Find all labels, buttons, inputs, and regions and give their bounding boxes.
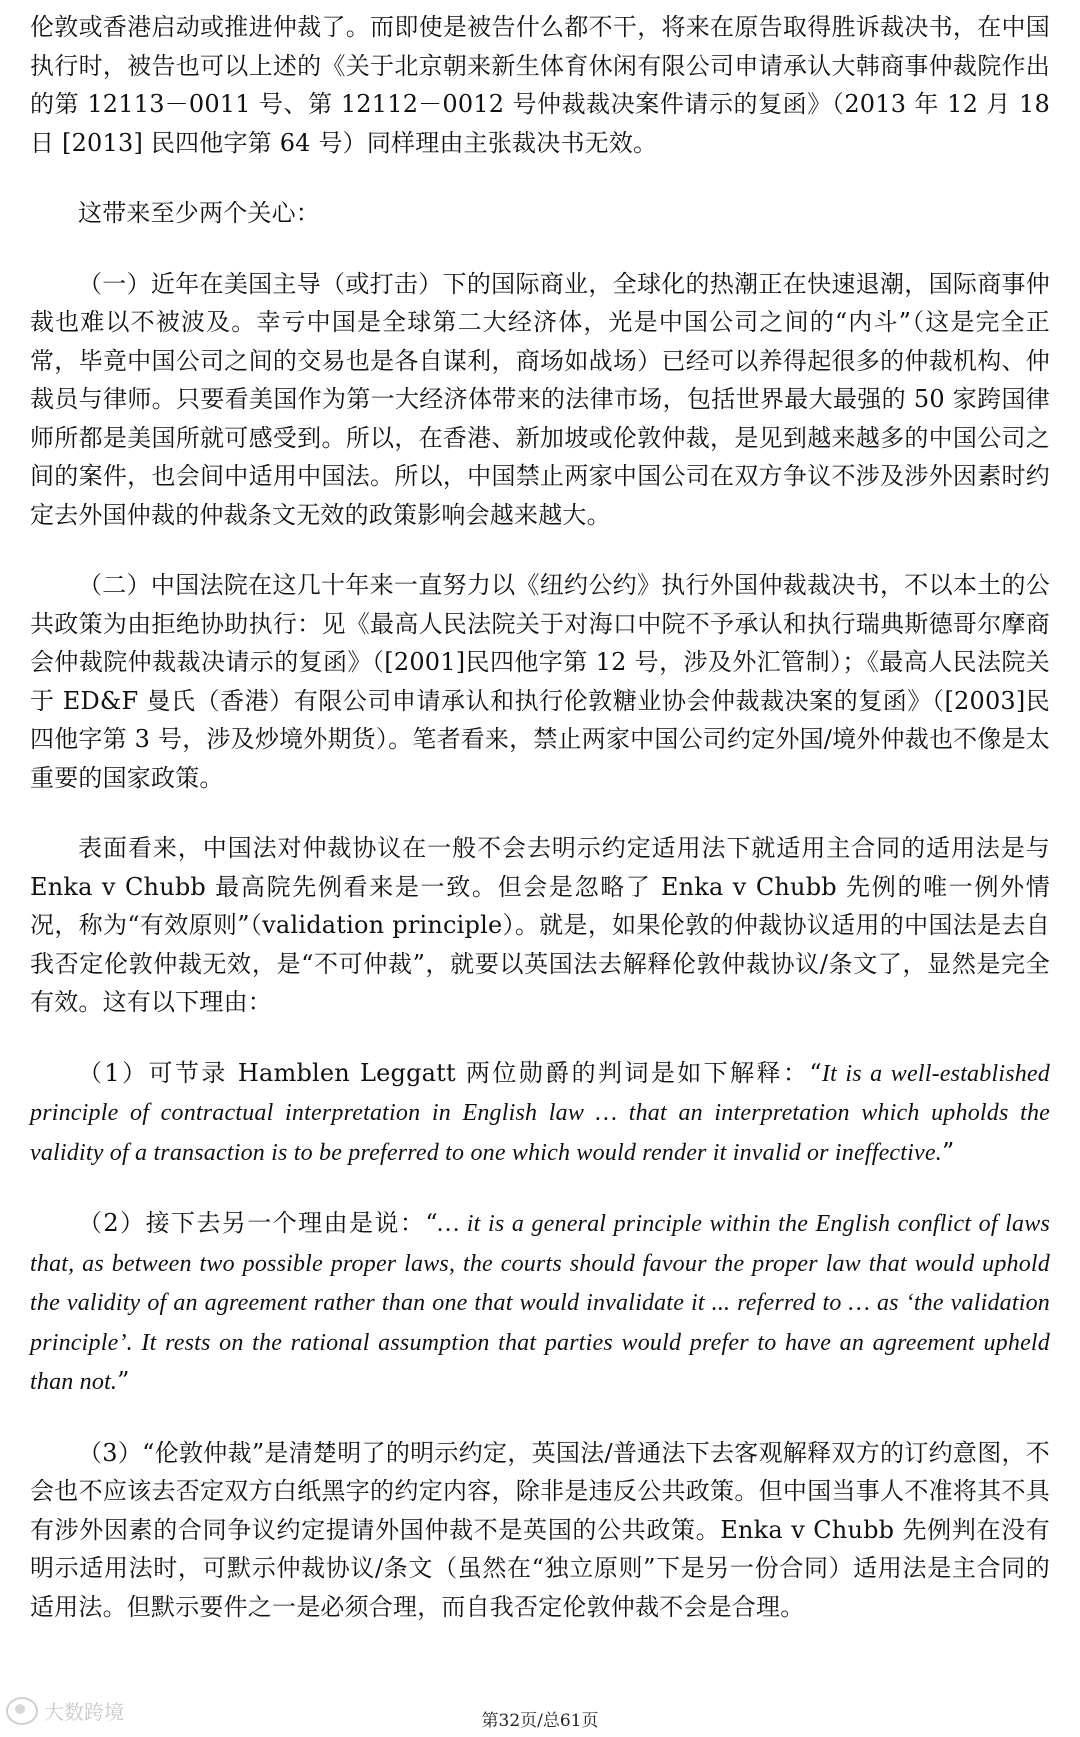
reason-two-lead: （2）接下去另一个理由是说：“ <box>78 1209 438 1237</box>
reason-two-close: ” <box>117 1367 130 1395</box>
paragraph-gap <box>30 1402 1050 1434</box>
document-page <box>30 0 1050 1626</box>
reason-one-quote: It is a well-established principle of contractual interpretation in English law … that an interpretation which upholds the validity of a transaction is to be preferred to one which would render it invalid or ineffective. <box>30 1060 1050 1166</box>
paragraph-reason-three: （3）“伦敦仲裁”是清楚明了的明示约定，英国法/普通法下去客观解释双方的订约意图，不会也不应该去否定双方白纸黑字的约定内容，除非是违反公共政策。但中国当事人不准将其不具有涉外因素的合同争议约定提请外国仲裁不是英国的公共政策。Enka v Chubb 先例判在没有明示适用法时，可默示仲裁协议/条文（虽然在“独立原则”下是另一份合同）适用法是主合同的适用法。但默示要件之一是必须合理，而自我否定伦敦仲裁不会是合理。 <box>30 1438 1050 1621</box>
paragraph-gap <box>30 797 1050 829</box>
page-number: 第32页/总61页 <box>481 1711 599 1731</box>
paragraph-continuation: 伦敦或香港启动或推进仲裁了。而即使是被告什么都不干，将来在原告取得胜诉裁决书，在中国执行时，被告也可以上述的《关于北京朝来新生体育休闲有限公司申请承认大韩商事仲裁院作出的第 12113－0011 号、第 12112－0012 号仲裁裁决案件请示的复函》（2013 年 12 月 18 日 [2013] 民四他字第 64 号）同样理由主张裁决书无效。 <box>30 13 1050 157</box>
paragraph-gap <box>30 1022 1050 1054</box>
paragraph-gap <box>30 162 1050 194</box>
watermark-text: 大数跨境 <box>44 1700 124 1724</box>
reason-one-lead: （1）可节录 Hamblen Leggatt 两位勋爵的判词是如下解释：“ <box>78 1058 822 1087</box>
paragraph-concern-two: （二）中国法院在这几十年来一直努力以《纽约公约》执行外国仲裁裁决书，不以本土的公共政策为由拒绝协助执行：见《最高人民法院关于对海口中院不予承认和执行瑞典斯德哥尔摩商会仲裁院仲裁裁决请示的复函》（[2001]民四他字第 12 号，涉及外汇管制）；《最高人民法院关于 ED&F 曼氏（香港）有限公司申请承认和执行伦敦糖业协会仲裁裁决案的复函》（[2003]民四他字第 3 号，涉及炒境外期货）。笔者看来，禁止两家中国公司约定外国/境外仲裁也不像是太重要的国家政策。 <box>30 571 1050 792</box>
paragraph-gap <box>30 534 1050 566</box>
paragraph-validation-principle: 表面看来，中国法对仲裁协议在一般不会去明示约定适用法下就适用主合同的适用法是与 Enka v Chubb 最高院先例看来是一致。但会是忽略了 Enka v Chubb 先例的唯一例外情况，称为“有效原则”（validation principle）。就是，如果伦敦的仲裁协议适用的中国法是去自我否定伦敦仲裁无效，是“不可仲裁”，就要以英国法去解释伦敦仲裁协议/条文了，显然是完全有效。这有以下理由： <box>30 834 1050 1016</box>
paragraph-reason-two <box>30 1204 1050 1402</box>
reason-two-quote: … it is a general principle within the English conflict of laws that, as between two possible proper laws, the courts should favour the proper law that would uphold the validity of an agreement rather than one that would invalidate it ... referred to … as ‘the validation principle’. It rests on the rational assumption that parties would prefer to have an agreement upheld than not. <box>30 1211 1050 1395</box>
paragraph-reason-one <box>30 1054 1050 1173</box>
paragraph-gap <box>30 1172 1050 1204</box>
paragraph-gap <box>30 233 1050 265</box>
reason-one-close: ” <box>941 1137 955 1166</box>
paragraph-concerns-intro: 这带来至少两个关心： <box>78 199 320 227</box>
paragraph-concern-one: （一）近年在美国主导（或打击）下的国际商业，全球化的热潮正在快速退潮，国际商事仲裁也难以不被波及。幸亏中国是全球第二大经济体，光是中国公司之间的“内斗”（这是完全正常，毕竟中国公司之间的交易也是各自谋利，商场如战场）已经可以养得起很多的仲裁机构、仲裁员与律师。只要看美国作为第一大经济体带来的法律市场，包括世界最大最强的 50 家跨国律师所都是美国所就可感受到。所以，在香港、新加坡或伦敦仲裁，是见到越来越多的中国公司之间的案件，也会间中适用中国法。所以，中国禁止两家中国公司在双方争议不涉及涉外因素时约定去外国仲裁的仲裁条文无效的政策影响会越来越大。 <box>30 269 1050 529</box>
